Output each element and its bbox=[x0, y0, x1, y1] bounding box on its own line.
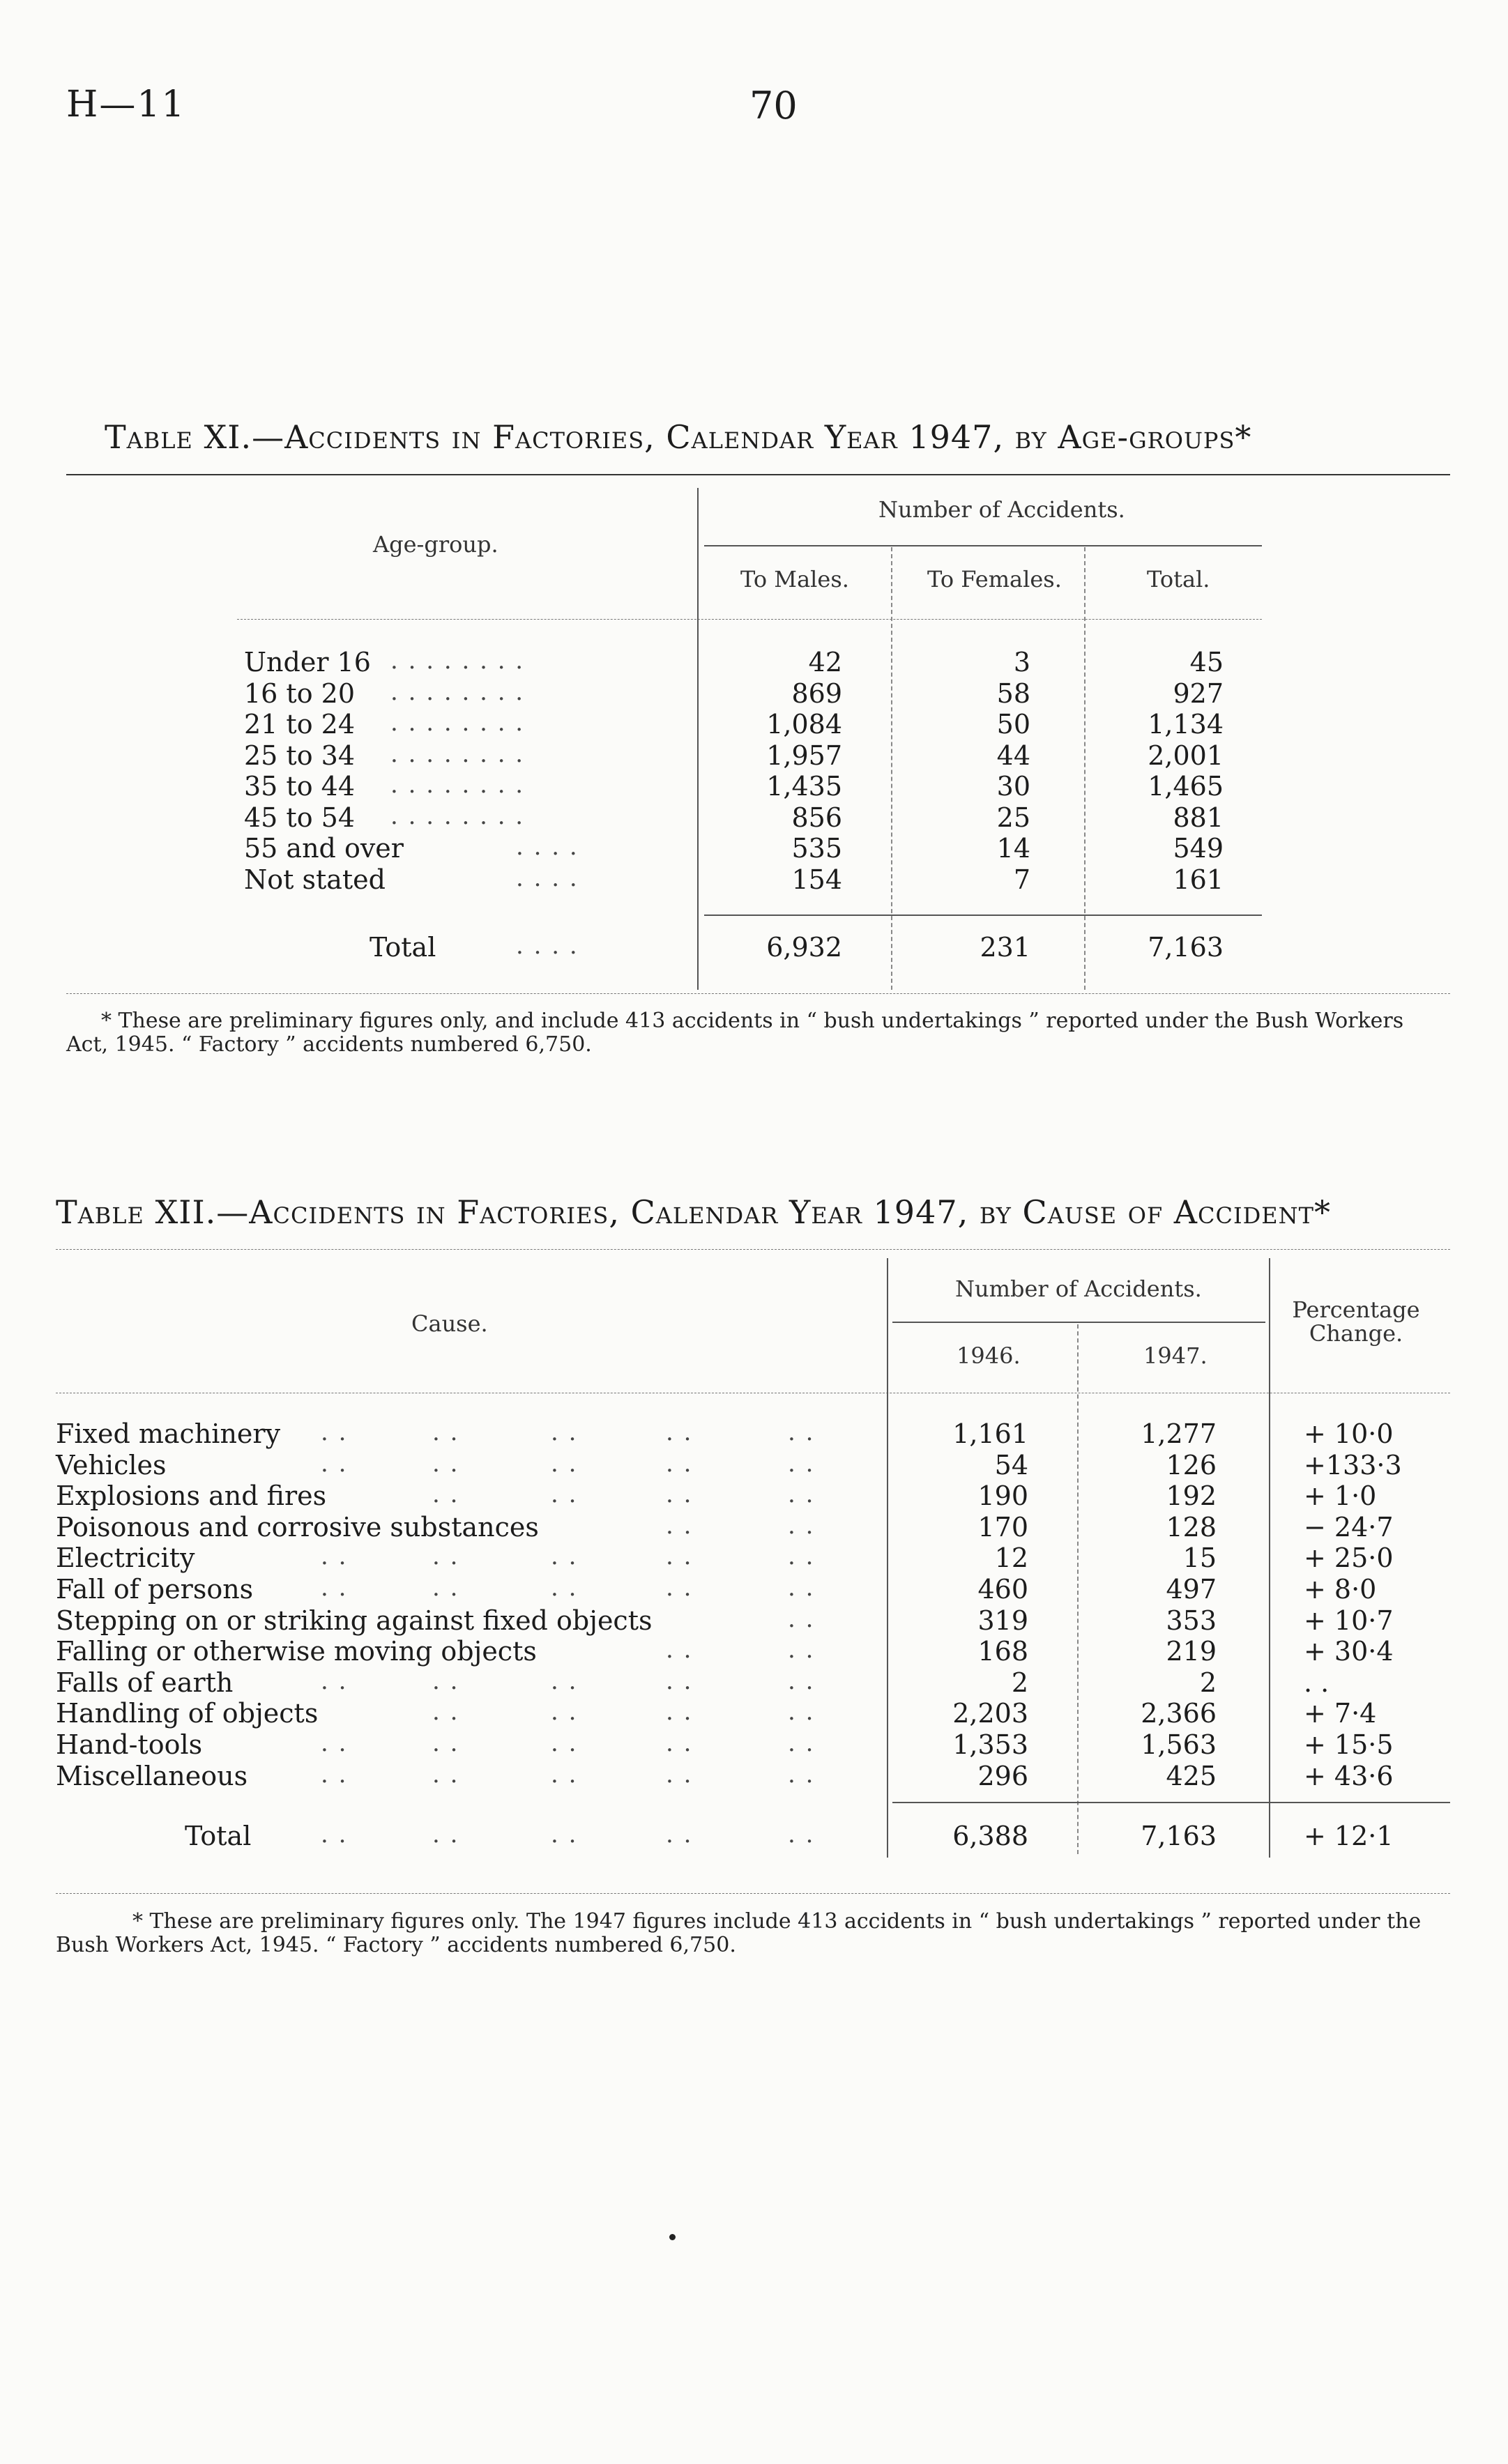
table12-cell-1946: 1,161 bbox=[952, 1418, 1028, 1449]
table12-total-pct: + 12·1 bbox=[1304, 1821, 1394, 1851]
table11-span-header: Number of Accidents. bbox=[878, 496, 1125, 523]
table11-row-label: 25 to 34 bbox=[244, 740, 356, 771]
table12-cell-pct: + 10·0 bbox=[1304, 1418, 1394, 1449]
table11-row-leader: . . . . . . . . bbox=[390, 802, 525, 830]
table12-cell-1946: 12 bbox=[994, 1543, 1028, 1573]
table12-cell-1946: 168 bbox=[977, 1636, 1028, 1667]
table12-cell-pct: + 43·6 bbox=[1304, 1761, 1394, 1791]
table11-cell-total: 161 bbox=[1173, 864, 1224, 895]
table12-cell-1946: 460 bbox=[977, 1574, 1028, 1605]
table11-cell-females: 3 bbox=[1013, 647, 1030, 678]
table12-cell-pct: + 8·0 bbox=[1304, 1574, 1377, 1605]
table11-cell-females: 14 bbox=[996, 833, 1030, 864]
table12-col-rule bbox=[1269, 1258, 1270, 1858]
table12-col-cause: Cause. bbox=[411, 1310, 488, 1337]
table11-cell-females: 30 bbox=[996, 771, 1030, 802]
table12-cell-pct: + 7·4 bbox=[1304, 1698, 1377, 1729]
table12-cell-1946: 2 bbox=[1011, 1667, 1028, 1698]
table12-total-1946: 6,388 bbox=[952, 1821, 1028, 1851]
table11-cell-males: 869 bbox=[791, 678, 842, 709]
table12-row-label: Fixed machinery bbox=[56, 1418, 281, 1449]
table12-cell-1947: 353 bbox=[1166, 1605, 1217, 1636]
table12-row-label: Electricity bbox=[56, 1543, 195, 1573]
table11-cell-males: 1,435 bbox=[766, 771, 842, 802]
table11-row-leader: . . . . bbox=[516, 833, 579, 861]
table11-row-label: 16 to 20 bbox=[244, 678, 356, 709]
table12-cell-1946: 296 bbox=[977, 1761, 1028, 1791]
table11-cell-total: 45 bbox=[1189, 647, 1224, 678]
table12-cell-pct: + 25·0 bbox=[1304, 1543, 1394, 1573]
table11-top-rule bbox=[66, 474, 1450, 475]
table12-cell-1946: 319 bbox=[977, 1605, 1028, 1636]
table11-cell-males: 535 bbox=[791, 833, 842, 864]
table11-col-females: To Females. bbox=[927, 566, 1062, 592]
table12-top-rule bbox=[56, 1249, 1450, 1250]
table12-title: Table XII.—Accidents in Factories, Calendar Year 1947, by Cause of Accident* bbox=[56, 1193, 1331, 1231]
table12-row-label: Fall of persons bbox=[56, 1574, 254, 1605]
table12-total-label: Total bbox=[185, 1821, 252, 1851]
table12-col-1946: 1946. bbox=[957, 1342, 1021, 1369]
table11-bottom-rule bbox=[66, 993, 1450, 994]
table11-row-leader: . . . . . . . . bbox=[390, 740, 525, 768]
table11-total-males: 6,932 bbox=[766, 932, 842, 963]
table12-bottom-rule bbox=[56, 1893, 1450, 1894]
table12-cell-1946: 1,353 bbox=[952, 1729, 1028, 1760]
table12-cell-1947: 192 bbox=[1166, 1480, 1217, 1511]
table12-row-label: Hand-tools bbox=[56, 1729, 203, 1760]
table12-row-label: Falls of earth bbox=[56, 1667, 234, 1698]
table11-footnote: * These are preliminary figures only, and include 413 accidents in “ bush undertakings ” reported under the Bush Workers Act, 1945. “ Factory ” accidents numbered 6,750. bbox=[66, 1009, 1404, 1057]
table11-col-rule bbox=[1084, 547, 1086, 990]
table11-col-age-group: Age-group. bbox=[373, 531, 498, 558]
table11-cell-females: 25 bbox=[996, 802, 1030, 833]
page-number: 70 bbox=[749, 84, 798, 128]
table11-col-total: Total. bbox=[1147, 566, 1210, 592]
table11-cell-total: 1,465 bbox=[1148, 771, 1224, 802]
table11-cell-total: 549 bbox=[1173, 833, 1224, 864]
table11-total-leader: . . . . bbox=[516, 932, 579, 960]
table12-cell-pct: + 15·5 bbox=[1304, 1729, 1394, 1760]
table12-cell-pct: − 24·7 bbox=[1304, 1512, 1394, 1543]
table11-cell-total: 927 bbox=[1173, 678, 1224, 709]
table12-sum-rule bbox=[892, 1802, 1450, 1803]
table11-title: Table XI.—Accidents in Factories, Calendar Year 1947, by Age-groups* bbox=[105, 418, 1252, 456]
table12-cell-pct: + 10·7 bbox=[1304, 1605, 1394, 1636]
table12-cell-1947: 497 bbox=[1166, 1574, 1217, 1605]
table11-row-label: Not stated bbox=[244, 864, 386, 895]
table11-total-total: 7,163 bbox=[1148, 932, 1224, 963]
table12-row-label: Falling or otherwise moving objects bbox=[56, 1636, 537, 1667]
table11-cell-males: 154 bbox=[791, 864, 842, 895]
table11-col-rule bbox=[697, 488, 699, 990]
print-mark bbox=[669, 2234, 676, 2240]
table11-row-label: 45 to 54 bbox=[244, 802, 356, 833]
table11-cell-total: 1,134 bbox=[1148, 709, 1224, 740]
table11-cell-females: 44 bbox=[996, 740, 1030, 771]
table11-cell-females: 7 bbox=[1013, 864, 1030, 895]
page-id: H—11 bbox=[66, 84, 186, 125]
table11-cell-males: 1,957 bbox=[766, 740, 842, 771]
table12-cell-1946: 190 bbox=[977, 1480, 1028, 1511]
table11-col-males: To Males. bbox=[740, 566, 849, 592]
table11-header-rule bbox=[237, 619, 1262, 620]
table11-span-rule bbox=[704, 545, 1262, 546]
table12-span-rule bbox=[892, 1322, 1265, 1323]
table12-cell-1947: 15 bbox=[1182, 1543, 1217, 1573]
table12-cell-1947: 2 bbox=[1199, 1667, 1217, 1698]
table12-col-rule bbox=[1077, 1324, 1079, 1854]
table12-col-1947: 1947. bbox=[1143, 1342, 1208, 1369]
table12-cell-1947: 126 bbox=[1166, 1450, 1217, 1480]
table12-row-label: Explosions and fires bbox=[56, 1480, 327, 1511]
table12-row-label: Stepping on or striking against fixed objects bbox=[56, 1605, 653, 1636]
table11-sum-rule bbox=[704, 915, 1262, 916]
table11-row-leader: . . . . . . . . bbox=[390, 647, 525, 675]
table11-cell-total: 881 bbox=[1173, 802, 1224, 833]
table11-cell-males: 42 bbox=[808, 647, 842, 678]
table11-row-leader: . . . . . . . . bbox=[390, 709, 525, 737]
table11-cell-females: 58 bbox=[996, 678, 1030, 709]
table11-row-leader: . . . . bbox=[516, 864, 579, 892]
table12-total-1947: 7,163 bbox=[1141, 1821, 1217, 1851]
table12-col-pct: Percentage Change. bbox=[1292, 1296, 1420, 1347]
table12-row-label: Vehicles bbox=[56, 1450, 167, 1480]
table12-cell-pct: + 1·0 bbox=[1304, 1480, 1377, 1511]
table11-cell-males: 856 bbox=[791, 802, 842, 833]
table11-cell-total: 2,001 bbox=[1148, 740, 1224, 771]
table11-row-label: 35 to 44 bbox=[244, 771, 356, 802]
table11-total-females: 231 bbox=[980, 932, 1030, 963]
table12-row-label: Poisonous and corrosive substances bbox=[56, 1512, 539, 1543]
table12-cell-1947: 219 bbox=[1166, 1636, 1217, 1667]
table11-row-label: 21 to 24 bbox=[244, 709, 356, 740]
table12-cell-pct: +133·3 bbox=[1304, 1450, 1402, 1480]
table12-row-label: Handling of objects bbox=[56, 1698, 319, 1729]
table11-total-label: Total bbox=[370, 932, 436, 963]
table11-cell-females: 50 bbox=[996, 709, 1030, 740]
table12-cell-1946: 2,203 bbox=[952, 1698, 1028, 1729]
table11-row-label: Under 16 bbox=[244, 647, 371, 678]
table12-cell-1946: 54 bbox=[994, 1450, 1028, 1480]
table12-cell-1947: 128 bbox=[1166, 1512, 1217, 1543]
table12-cell-1947: 1,563 bbox=[1141, 1729, 1217, 1760]
table12-cell-pct: . . bbox=[1304, 1667, 1330, 1698]
table12-footnote: * These are preliminary figures only. The 1947 figures include 413 accidents in “ bush undertakings ” reported under the Bush Workers Act, 1945. “ Factory ” accidents numbered 6,750. bbox=[56, 1909, 1422, 1957]
table12-cell-pct: + 30·4 bbox=[1304, 1636, 1394, 1667]
table12-row-label: Miscellaneous bbox=[56, 1761, 248, 1791]
table12-cell-1947: 2,366 bbox=[1141, 1698, 1217, 1729]
table12-cell-1947: 425 bbox=[1166, 1761, 1217, 1791]
table11-col-rule bbox=[891, 547, 892, 990]
table12-col-rule bbox=[887, 1258, 888, 1858]
table11-cell-males: 1,084 bbox=[766, 709, 842, 740]
table12-span-header: Number of Accidents. bbox=[955, 1276, 1202, 1302]
table11-row-leader: . . . . . . . . bbox=[390, 678, 525, 706]
table12-cell-1946: 170 bbox=[977, 1512, 1028, 1543]
table12-cell-1947: 1,277 bbox=[1141, 1418, 1217, 1449]
table11-row-label: 55 and over bbox=[244, 833, 404, 864]
table11-row-leader: . . . . . . . . bbox=[390, 771, 525, 799]
